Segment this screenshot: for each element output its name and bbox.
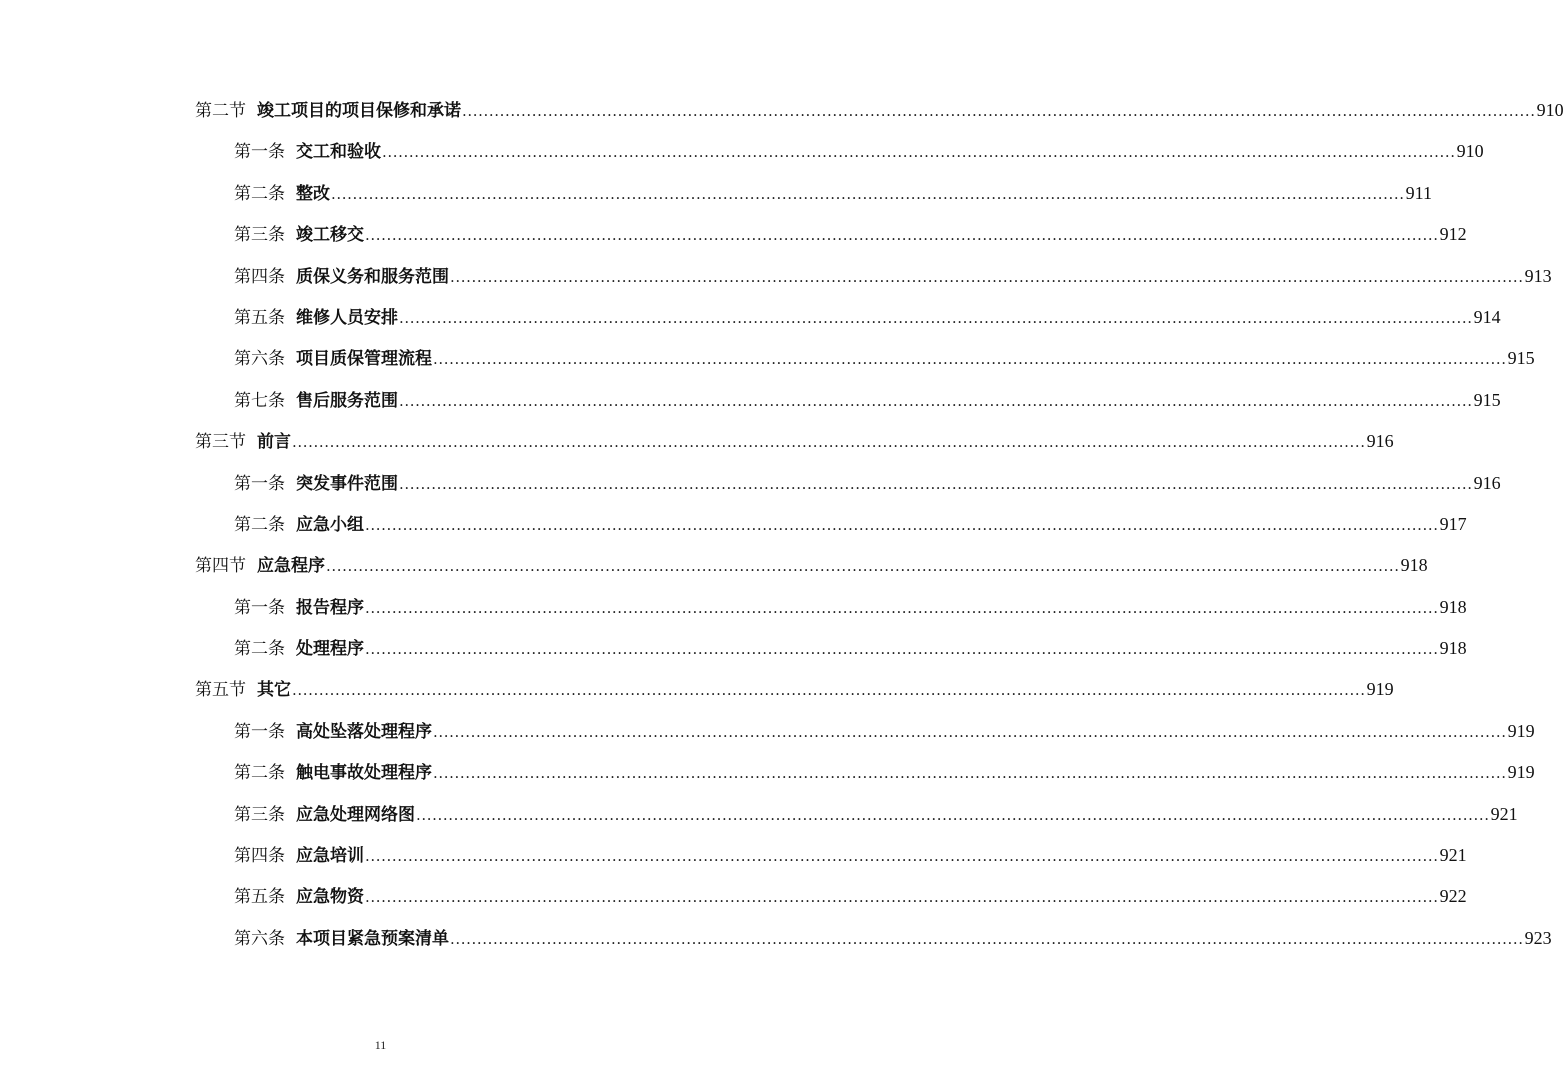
toc-entry-prefix: 第三节: [195, 432, 246, 453]
toc-entry-prefix: 第三条: [234, 225, 285, 246]
toc-entry-prefix: 第五节: [195, 680, 246, 701]
toc-entry-title: 应急处理网络图: [296, 804, 415, 825]
toc-article-entry[interactable]: [0, 752, 1535, 793]
toc-dot-leader: ........................................................................................................................................................................................................: [382, 143, 1456, 162]
toc-entry-page: 921: [1490, 803, 1518, 824]
toc-entry-title: 处理程序: [296, 639, 364, 660]
toc-dot-leader: ........................................................................................................................................................................................................: [433, 350, 1507, 369]
toc-article-entry[interactable]: [0, 918, 1552, 959]
toc-entry-title: 质保义务和服务范围: [296, 266, 449, 287]
toc-entry-prefix: 第一条: [234, 142, 285, 163]
toc-article-entry[interactable]: [0, 711, 1535, 752]
toc-entry-title: 高处坠落处理程序: [296, 721, 432, 742]
toc-section-entry[interactable]: [0, 545, 1428, 586]
toc-article-entry[interactable]: [0, 835, 1467, 876]
toc-section-entry[interactable]: [0, 90, 1564, 131]
toc-entry-prefix: 第四条: [234, 846, 285, 867]
toc-entry-page: 919: [1507, 720, 1535, 741]
toc-article-entry[interactable]: [0, 173, 1432, 214]
toc-article-entry[interactable]: [0, 504, 1467, 545]
toc-entry-prefix: 第四节: [195, 556, 246, 577]
toc-article-entry[interactable]: [0, 587, 1467, 628]
toc-entry-prefix: 第四条: [234, 266, 285, 287]
toc-dot-leader: ........................................................................................................................................................................................................: [416, 805, 1490, 824]
toc-dot-leader: ........................................................................................................................................................................................................: [462, 102, 1536, 120]
toc-entry-prefix: 第二条: [234, 514, 285, 535]
toc-dot-leader: ........................................................................................................................................................................................................: [331, 184, 1405, 203]
toc-article-entry[interactable]: [0, 876, 1467, 917]
toc-entry-prefix: 第一条: [234, 473, 285, 494]
toc-dot-leader: ........................................................................................................................................................................................................: [292, 681, 1366, 700]
toc-entry-prefix: 第一条: [234, 721, 285, 742]
toc-article-entry[interactable]: [0, 338, 1535, 379]
toc-dot-leader: ........................................................................................................................................................................................................: [399, 308, 1473, 327]
toc-entry-page: 919: [1366, 679, 1394, 700]
toc-entry-page: 911: [1405, 182, 1432, 203]
toc-entry-page: 915: [1507, 348, 1535, 369]
toc-entry-title: 其它: [257, 680, 291, 701]
toc-entry-title: 竣工项目的项目保修和承诺: [257, 101, 461, 121]
toc-dot-leader: ........................................................................................................................................................................................................: [365, 888, 1439, 907]
toc-article-entry[interactable]: [0, 463, 1501, 504]
toc-entry-prefix: 第七条: [234, 390, 285, 411]
toc-entry-page: 910: [1456, 141, 1484, 162]
toc-entry-title: 竣工移交: [296, 225, 364, 246]
toc-entry-page: 915: [1473, 389, 1501, 410]
toc-article-entry[interactable]: [0, 380, 1501, 421]
toc-section-entry[interactable]: [0, 421, 1394, 462]
page-number: 11: [374, 1038, 387, 1052]
toc-entry-title: 项目质保管理流程: [296, 349, 432, 370]
toc-entry-page: 910: [1536, 100, 1564, 120]
toc-entry-page: 913: [1524, 265, 1552, 286]
table-of-contents: [0, 90, 1564, 959]
toc-dot-leader: ........................................................................................................................................................................................................: [450, 929, 1524, 948]
toc-entry-page: 918: [1400, 555, 1428, 576]
toc-entry-page: 921: [1439, 845, 1467, 866]
toc-entry-title: 整改: [296, 183, 330, 204]
toc-dot-leader: ........................................................................................................................................................................................................: [365, 640, 1439, 659]
toc-article-entry[interactable]: [0, 628, 1467, 669]
toc-entry-title: 突发事件范围: [296, 473, 398, 494]
toc-entry-prefix: 第五条: [234, 307, 285, 328]
toc-entry-page: 923: [1524, 927, 1552, 948]
toc-entry-title: 应急小组: [296, 514, 364, 535]
toc-dot-leader: ........................................................................................................................................................................................................: [399, 391, 1473, 410]
toc-entry-title: 售后服务范围: [296, 390, 398, 411]
toc-entry-prefix: 第一条: [234, 597, 285, 618]
toc-entry-page: 916: [1366, 431, 1394, 452]
toc-entry-title: 应急物资: [296, 887, 364, 908]
toc-entry-prefix: 第六条: [234, 349, 285, 370]
toc-entry-title: 应急程序: [257, 556, 325, 577]
toc-entry-prefix: 第五条: [234, 887, 285, 908]
toc-entry-title: 触电事故处理程序: [296, 763, 432, 784]
toc-entry-page: 918: [1439, 638, 1467, 659]
toc-dot-leader: ........................................................................................................................................................................................................: [365, 226, 1439, 245]
toc-article-entry[interactable]: [0, 214, 1467, 255]
toc-entry-prefix: 第二条: [234, 639, 285, 660]
toc-entry-prefix: 第六条: [234, 928, 285, 949]
toc-dot-leader: ........................................................................................................................................................................................................: [365, 515, 1439, 534]
toc-dot-leader: ........................................................................................................................................................................................................: [433, 722, 1507, 741]
toc-article-entry[interactable]: [0, 297, 1501, 338]
toc-entry-page: 917: [1439, 513, 1467, 534]
toc-article-entry[interactable]: [0, 131, 1484, 172]
toc-entry-prefix: 第二条: [234, 763, 285, 784]
toc-entry-title: 维修人员安排: [296, 307, 398, 328]
toc-section-entry[interactable]: [0, 669, 1394, 710]
toc-article-entry[interactable]: [0, 256, 1552, 297]
toc-entry-page: 918: [1439, 596, 1467, 617]
toc-entry-title: 本项目紧急预案清单: [296, 928, 449, 949]
toc-entry-title: 前言: [257, 432, 291, 453]
toc-entry-page: 919: [1507, 762, 1535, 783]
toc-article-entry[interactable]: [0, 794, 1518, 835]
toc-dot-leader: ........................................................................................................................................................................................................: [365, 598, 1439, 617]
toc-entry-prefix: 第二节: [195, 101, 246, 121]
toc-entry-title: 报告程序: [296, 597, 364, 618]
toc-entry-title: 交工和验收: [296, 142, 381, 163]
toc-entry-page: 914: [1473, 306, 1501, 327]
toc-entry-title: 应急培训: [296, 846, 364, 867]
toc-dot-leader: ........................................................................................................................................................................................................: [433, 764, 1507, 783]
toc-entry-page: 916: [1473, 472, 1501, 493]
toc-dot-leader: ........................................................................................................................................................................................................: [365, 847, 1439, 866]
toc-entry-prefix: 第三条: [234, 804, 285, 825]
toc-dot-leader: ........................................................................................................................................................................................................: [326, 557, 1400, 576]
toc-dot-leader: ........................................................................................................................................................................................................: [292, 433, 1366, 452]
toc-dot-leader: ........................................................................................................................................................................................................: [399, 474, 1473, 493]
toc-dot-leader: ........................................................................................................................................................................................................: [450, 267, 1524, 286]
toc-entry-page: 922: [1439, 886, 1467, 907]
toc-entry-prefix: 第二条: [234, 183, 285, 204]
toc-entry-page: 912: [1439, 224, 1467, 245]
